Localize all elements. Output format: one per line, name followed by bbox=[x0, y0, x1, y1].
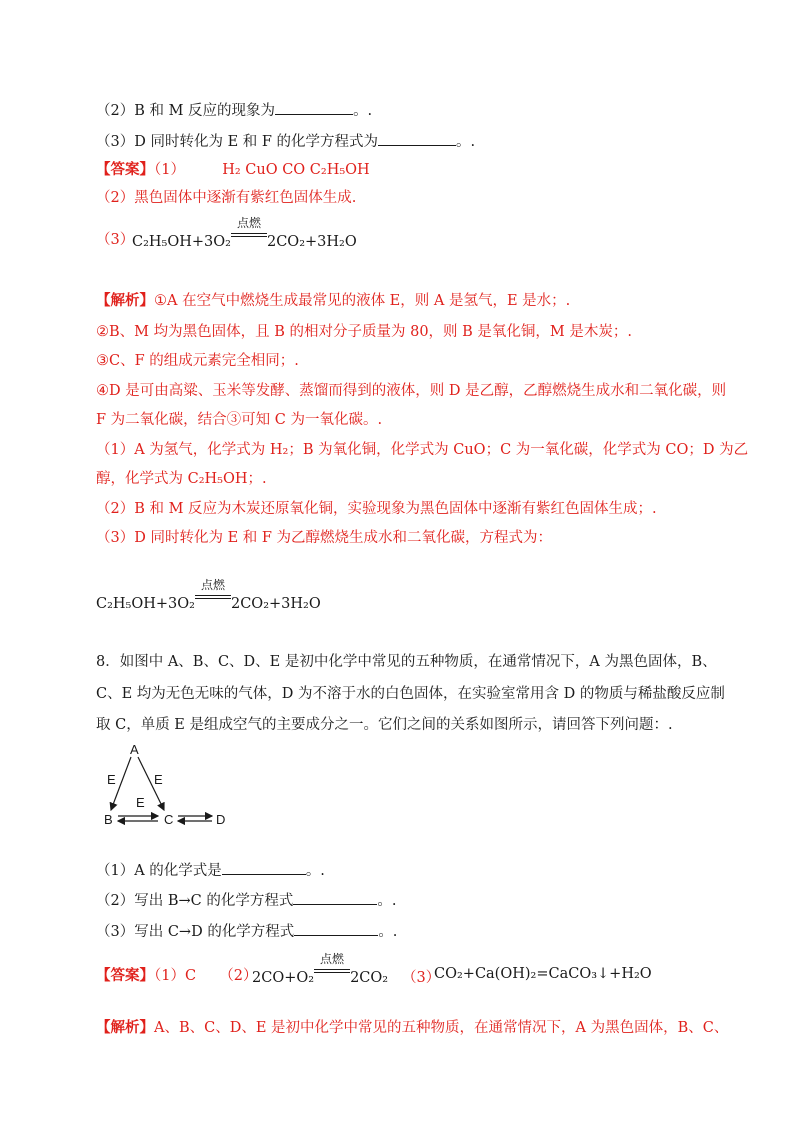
q8-part2: （2）写出 B→C 的化学方程式 。. bbox=[96, 890, 396, 911]
edge-label-e-middle: E bbox=[136, 795, 145, 810]
node-a: A bbox=[130, 742, 139, 757]
edge-label-e-left: E bbox=[107, 772, 116, 787]
reaction-condition-arrow: 点燃 bbox=[231, 230, 267, 246]
q7-analysis-line-3: ③C、F 的组成元素完全相同；. bbox=[96, 353, 299, 369]
q8-answer-3-equation: CO₂+Ca(OH)₂=CaCO₃↓+H₂O bbox=[434, 966, 652, 982]
q7-analysis-line-6: （1）A 为氢气，化学式为 H₂；B 为氧化铜，化学式为 CuO；C 为一氧化碳，化学式为 CO；D 为乙 bbox=[96, 442, 749, 458]
q7-part2: （2）B 和 M 反应的现象为 。. bbox=[96, 100, 372, 121]
answer-blank bbox=[293, 890, 377, 905]
q8-analysis: 【解析】A、B、C、D、E 是初中化学中常见的五种物质，在通常情况下，A 为黑色固体，B、C、 bbox=[96, 1019, 729, 1036]
q7-answer-2: （2）黑色固体中逐渐有紫红色固体生成. bbox=[96, 190, 357, 206]
q7-analysis-line-1: 【解析】①A 在空气中燃烧生成最常见的液体 E，则 A 是氢气，E 是水；. bbox=[96, 292, 571, 309]
reaction-condition-arrow: 点燃 bbox=[314, 966, 350, 982]
answer-blank bbox=[378, 131, 456, 146]
node-d: D bbox=[216, 812, 226, 827]
q7-final-equation: C₂H₅OH+3O₂ 点燃 2CO₂+3H₂O bbox=[96, 578, 321, 612]
reaction-condition-arrow: 点燃 bbox=[195, 592, 231, 608]
edge-label-e-right: E bbox=[154, 772, 163, 787]
q8-part3: （3）写出 C→D 的化学方程式 。. bbox=[96, 921, 397, 942]
q7-part3: （3）D 同时转化为 E 和 F 的化学方程式为 。. bbox=[96, 131, 475, 152]
q8-answer-3-label: （3） bbox=[402, 970, 441, 986]
q7-analysis-line-5: F 为二氧化碳，结合③可知 C 为一氧化碳。. bbox=[96, 412, 383, 428]
relation-diagram-svg bbox=[96, 740, 246, 832]
answer-blank bbox=[222, 860, 306, 875]
q8-stem-line-3: 取 C，单质 E 是组成空气的主要成分之一。它们之间的关系如图所示，请回答下列问题：. bbox=[96, 717, 673, 733]
q7-analysis-line-2: ②B、M 均为黑色固体，且 B 的相对分子质量为 80，则 B 是氧化铜，M 是木炭；. bbox=[96, 324, 632, 340]
q7-analysis-line-4: ④D 是可由高粱、玉米等发酵、蒸馏而得到的液体，则 D 是乙醇，乙醇燃烧生成水和二氧化碳，则 bbox=[96, 383, 727, 399]
q8-stem-line-1: 8．如图中 A、B、C、D、E 是初中化学中常见的五种物质，在通常情况下，A 为黑色固体，B、 bbox=[96, 654, 717, 670]
q8-part1: （1）A 的化学式是 。. bbox=[96, 860, 325, 881]
q7-analysis-line-7: 醇，化学式为 C₂H₅OH；. bbox=[96, 471, 267, 487]
q7-equation: C₂H₅OH+3O₂ 点燃 2CO₂+3H₂O bbox=[132, 216, 357, 250]
q8-stem-line-2: C、E 均为无色无味的气体，D 为不溶于水的白色固体，在实验室常用含 D 的物质与稀盐酸反应制 bbox=[96, 686, 725, 702]
answer-blank bbox=[275, 100, 353, 115]
q7-answer-1: 【答案】（1） H₂ CuO CO C₂H₅OH bbox=[96, 161, 370, 178]
q8-answer-2-equation: 2CO+O₂ 点燃 2CO₂ bbox=[252, 952, 389, 986]
q8-answer: 【答案】（1）C （2） bbox=[96, 967, 258, 984]
answer-blank bbox=[294, 921, 378, 936]
q7-answer-3: （3） bbox=[96, 232, 135, 248]
q7-analysis-line-8: （2）B 和 M 反应为木炭还原氧化铜，实验现象为黑色固体中逐渐有紫红色固体生成；. bbox=[96, 501, 657, 517]
relation-diagram bbox=[96, 740, 246, 832]
q7-analysis-line-9: （3）D 同时转化为 E 和 F 为乙醇燃烧生成水和二氧化碳，方程式为： bbox=[96, 530, 553, 546]
node-c: C bbox=[164, 812, 174, 827]
node-b: B bbox=[104, 812, 113, 827]
